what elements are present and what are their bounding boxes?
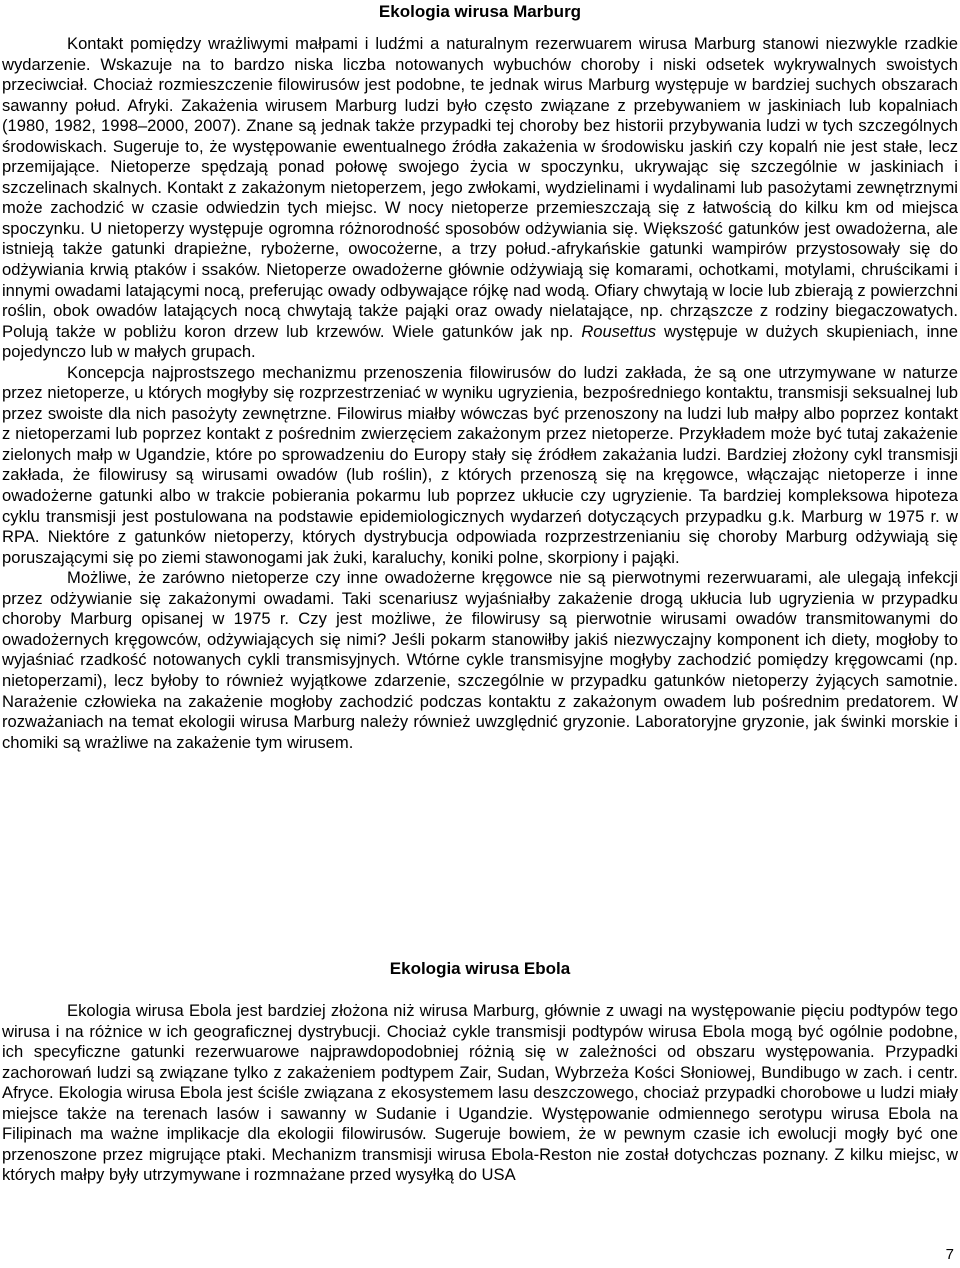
section-title-marburg: Ekologia wirusa Marburg: [378, 2, 582, 21]
section-title-ebola: Ekologia wirusa Ebola: [389, 959, 571, 978]
page-number: 7: [945, 1246, 954, 1263]
section-marburg: [2, 34, 958, 753]
document-page: [2, 0, 958, 1185]
italic-genus-name: Rousettus: [581, 321, 657, 341]
section-ebola: [2, 1001, 958, 1186]
paragraph-ebola-1: Ekologia wirusa Ebola jest bardziej złożona niż wirusa Marburg, głównie z uwagi na występowanie pięciu podtypów tego wirusa i na różnice w ich geograficznej dystrybucji. Chociaż cykle transmisji podtypów wirusa Ebola mogą być ogólnie podobne, ich specyficzne gatunki rezerwuarowe najprawdopodobniej różnią się w zależności od obszaru występowania. Przypadki zachorowań ludzi są związane tylko z zakażeniem podtypem Zair, Sudan, Wybrzeża Kości Słoniowej, Bundibugo w zach. i centr. Afryce. Ekologia wirusa Ebola jest ściśle związana z ekosystemem lasu deszczowego, chociaż przypadki chorobowe u ludzi miały miejsce także na terenach lasów i sawanny w Sudanie i Ugandzie. Występowanie odmiennego serotypu wirusa Ebola na Filipinach ma ważne implikacje dla ekologii filowirusów. Sugeruje bowiem, że w pewnym czasie ich ewolucji mogły być one przenoszone przez migrujące ptaki. Mechanizm transmisji wirusa Ebola-Reston nie został dotychczas poznany. Z kilku miejsc, w których małpy były utrzymywane i rozmnażane przed wysyłką do USA: [2, 1001, 958, 1185]
paragraph-marburg-2: Koncepcja najprostszego mechanizmu przenoszenia filowirusów do ludzi zakłada, że są one utrzymywane w naturze przez nietoperze, u których mogłyby się rozprzestrzeniać w wyniku ugryzienia, bezpośredniego kontaktu, transmisji seksualnej lub przez swoiste dla nich pasożyty zewnętrzne. Filowirus miałby wówczas być przenoszony na ludzi lub małpy albo poprzez kontakt z nietoperzami lub poprzez kontakt z pośrednim zwierzęciem zakażonym przez nietoperze. Przykładem może być tutaj zakażenie zielonych małp w Ugandzie, które po sprowadzeniu do Europy stały się źródłem zakażania ludzi. Bardziej złożony cykl transmisji zakłada, że filowirusy są wirusami owadów (lub roślin), z których przenoszą się na kręgowce, włączając nietoperze i inne owadożerne gatunki albo w trakcie pobierania pokarmu lub poprzez ukłucie czy ugryzienie. Ta bardziej kompleksowa hipoteza cyklu transmisji jest postulowana na podstawie epidemiologicznych wydarzeń dotyczących przypadku g.k. Marburg w 1975 r. w RPA. Niektóre z gatunków nietoperzy, których dystrybucja odpowiada rozprzestrzenianiu się choroby Marburg odżywiają się poruszającymi się po ziemi stawonogami jak żuki, karaluchy, koniki polne, skorpiony i pająki.: [2, 362, 958, 567]
paragraph-marburg-3: Możliwe, że zarówno nietoperze czy inne owadożerne kręgowce nie są pierwotnymi rezerwuarami, ale ulegają infekcji przez odżywianie się zakażonymi owadami. Taki scenariusz wyjaśniałby zakażenie drogą ukłucia lub ugryzienia w przypadku choroby Marburg opisanej w 1975 r. Czy jest możliwe, że filowirusy są pierwotnie wirusami owadów transmitowanymi do owadożernych kręgowców, odżywiających się nimi? Jeśli pokarm stanowiłby jakiś niezwyczajny komponent ich diety, mogłoby to wyjaśniać rzadkość notowanych cykli transmisyjnych. Wtórne cykle transmisyjne mogłyby zachodzić pomiędzy kręgowcami (np. nietoperzami), lecz byłoby to również wyjątkowe zdarzenie, szczególnie w przypadku gatunków nietoperzy żyjących samotnie. Narażenie człowieka na zakażenie mogłoby zachodzić podczas kontaktu z zakażonym owadem lub pośrednim predatorem. W rozważaniach na temat ekologii wirusa Marburg należy również uwzględnić gryzonie. Laboratoryjne gryzonie, jak świnki morskie i chomiki są wrażliwe na zakażenie tym wirusem.: [2, 568, 958, 752]
paragraph-text: Kontakt pomiędzy wrażliwymi małpami i ludźmi a naturalnym rezerwuarem wirusa Marburg stanowi niezwykle rzadkie wydarzenie. Wskazuje na to bardzo niska liczba notowanych wybuchów choroby i niski odsetek wykrywalnych swoistych przeciwciał. Chociaż rozmieszczenie filowirusów jest podobne, te jednak wirus Marburg występuje w bardziej suchych obszarach sawanny połud. Afryki. Zakażenia wirusem Marburg ludzi było często związane z przebywaniem w jaskiniach lub kopalniach (1980, 1982, 1998–2000, 2007). Znane są jednak także przypadki tej choroby bez historii przybywania ludzi w tych szczególnych środowiskach. Sugeruje to, że występowanie ewentualnego źródła zakażenia w środowisku jaskiń czy kopalń nie jest stałe, lecz przemijające. Nietoperze spędzają ponad połowę swojego życia w spoczynku, ukrywając się szczególnie w jaskiniach i szczelinach skalnych. Kontakt z zakażonym nietoperzem, jego zwłokami, wydzielinami i wydalinami lub pasożytami zewnętrznymi może zachodzić w czasie odwiedzin tych miejsc. W nocy nietoperze przemieszczają się z łatwością do kilku km od miejsca spoczynku. U nietoperzy występuje ogromna różnorodność sposobów odżywiania się. Większość gatunków jest owadożerna, ale istnieją także gatunki drapieżne, rybożerne, owocożerne, a trzy połud.-afrykańskie gatunki wampirów przystosowały się do odżywiania krwią ptaków i ssaków. Nietoperze owadożerne głównie odżywiają się komarami, ochotkami, motylami, chruścikami i innymi owadami latającymi nocą, preferując owady odbywające rójkę nad wodą. Ofiary chwytają w locie lub zbierają z powierzchni roślin, obok owadów latających nocą chwytają także pająki oraz owady nielatające, np. chrząszcze z rodziny biegaczowatych. Polują także w pobliżu koron drzew lub krzewów. Wiele gatunków jak np.: [2, 34, 958, 341]
paragraph-marburg-1: [2, 34, 958, 363]
paragraph-text: występuje w dużych skupieniach, inne pojedynczo lub w małych grupach.: [2, 321, 958, 362]
